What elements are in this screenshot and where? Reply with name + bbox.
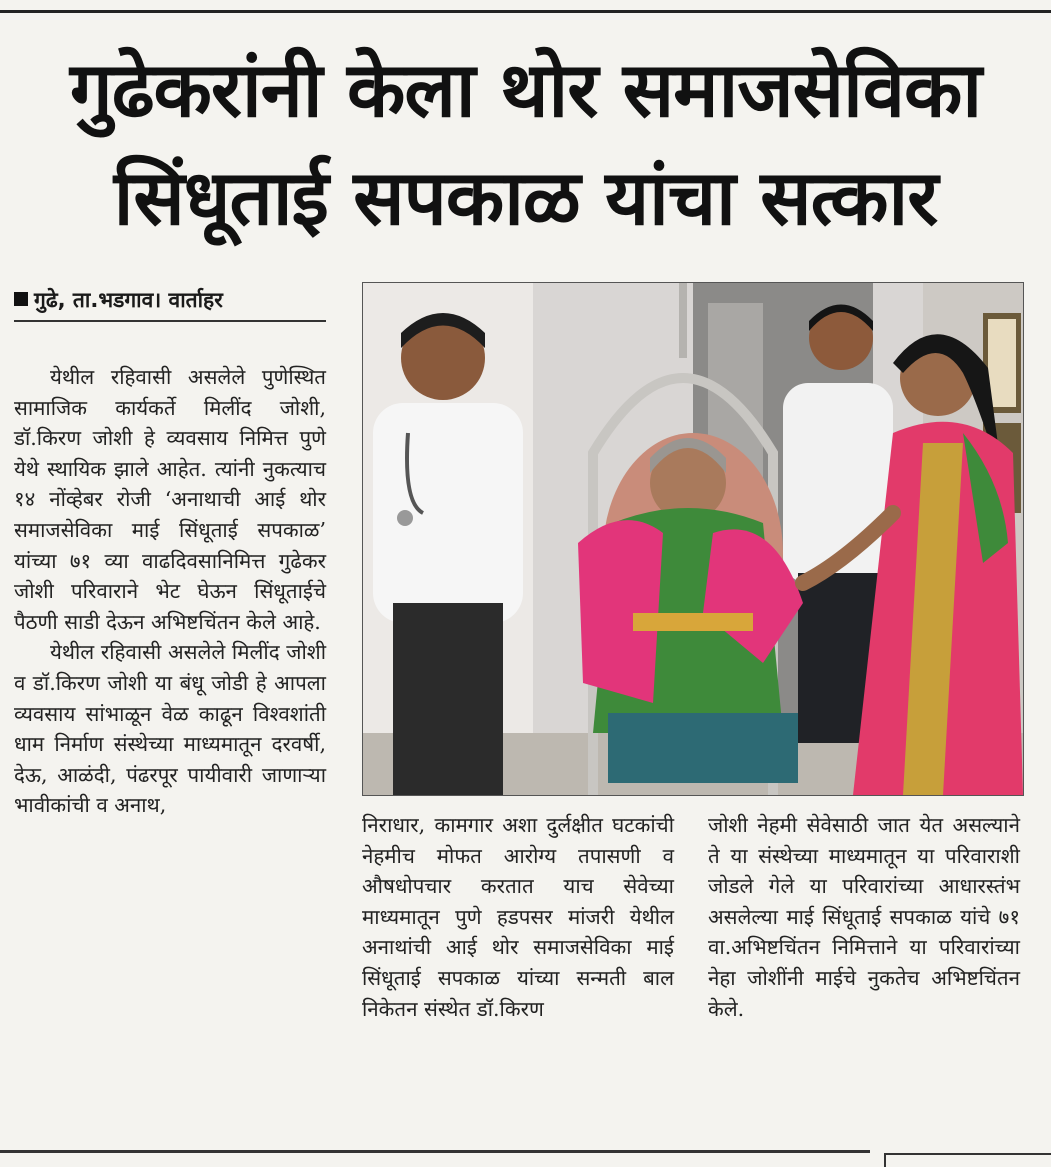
top-rule [0, 10, 1051, 13]
photo-stethoscope-bell [397, 510, 413, 526]
photo-certificate-inner [988, 319, 1016, 407]
news-photo [362, 282, 1024, 796]
headline [0, 36, 1051, 252]
article-paragraph: निराधार, कामगार अशा दुर्लक्षीत घटकांची नेहमीच मोफत आरोग्य तपासणी व औषधोपचार करतात याच सेवेच्या माध्यमातून पुणे हडपसर मांजरी येथील अनाथांची आई थोर समाजसेविका माई सिंधूताई सपकाळ यांच्या सन्मती बाल निकेतन संस्थेत डॉ.किरण [362, 813, 674, 1021]
headline-line-2: सिंधूताई सपकाळ यांचा सत्कार [113, 153, 938, 242]
article-paragraph: येथील रहिवासी असलेले मिलींद जोशी व डॉ.किरण जोशी या बंधू जोडी हे आपला व्यवसाय सांभाळून वेळ काढून विश्वशांती धाम निर्माण संस्थेच्या माध्यमातून दरवर्षी, देऊ, आळंदी, पंढरपूर पायीवारी जाणाऱ्या भावीकांची व अनाथ, [14, 640, 326, 818]
dateline-square-icon [14, 292, 28, 306]
article-column-2 [362, 810, 674, 1024]
article-column-3 [708, 810, 1020, 1024]
article-paragraph: जोशी नेहमी सेवेसाठी जात येत असल्याने ते या संस्थेच्या माध्यमातून या परिवाराशी जोडले गेले या परिवारांच्या आधारस्तंभ असलेल्या माई सिंधूताई सपकाळ यांचे ७१ वा.अभिष्टचिंतन निमित्ताने या परिवारांच्या नेहा जोशींनी माईचे नुकतेच अभिष्टचिंतन केले. [708, 813, 1020, 1021]
article-paragraph: येथील रहिवासी असलेले पुणेस्थित सामाजिक कार्यकर्ते मिलींद जोशी, डॉ.किरण जोशी हे व्यवसाय निमित्त पुणे येथे स्थायिक झाले आहेत. त्यांनी नुकत्याच १४ नोंव्हेबर रोजी ‘अनाथाची आई थोर समाजसेविका माई सिंधूताई सपकाळ’ यांच्या ७१ व्या वाढदिवसानिमित्त गुढेकर जोशी परिवाराने भेट घेऊन सिंधूताईचे पैठणी साडी देऊन अभिष्टचिंतन केले आहे. [14, 365, 326, 634]
photo-doctor-shirt [373, 403, 523, 623]
dateline [14, 286, 326, 322]
photo-elder-saree-pink-left [578, 520, 663, 703]
dateline-text: गुढे, ता.भडगाव। वार्ताहर [34, 288, 223, 312]
photo-saree-border [633, 613, 753, 631]
bottom-rule [0, 1150, 870, 1153]
photo-elder-saree-lower [608, 713, 798, 783]
photo-illustration [363, 283, 1023, 795]
headline-line-1: गुढेकरांनी केला थोर समाजसेविका [69, 45, 982, 134]
photo-doctor-trousers [393, 603, 503, 795]
article-column-1 [14, 362, 326, 821]
